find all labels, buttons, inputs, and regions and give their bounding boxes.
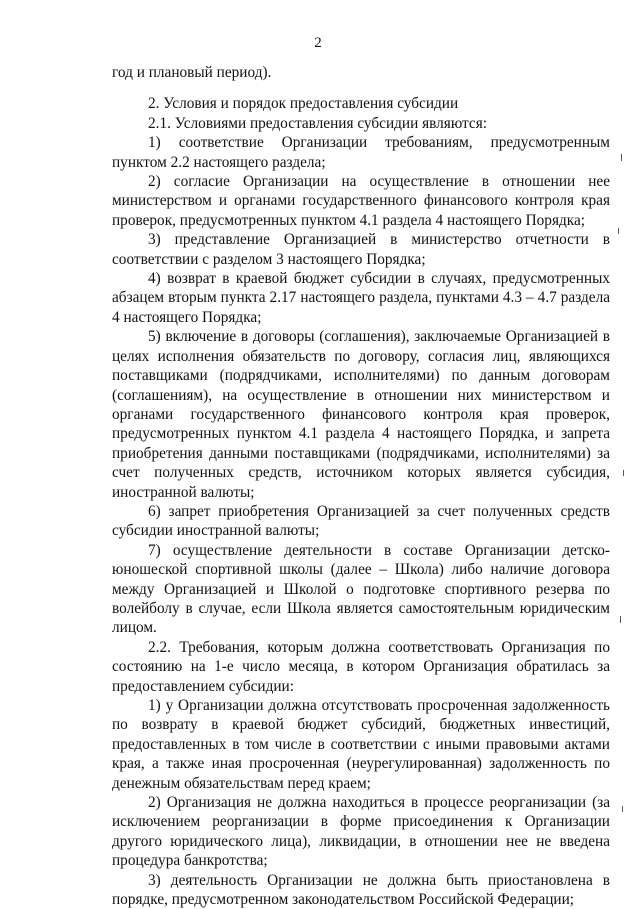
section-heading: 2. Условия и порядок предоставления субсидии — [148, 95, 459, 113]
page-number: 2 — [314, 35, 322, 51]
requirement-3: 3) деятельность Организации не должна быть приостановлена в порядке, предусмотренном законодательством Российской Федерации; — [112, 871, 610, 909]
list-item-5: 5) включение в договоры (соглашения), заключаемые Организацией в целях исполнения обязательств по договору, согласия лиц, являющихся поставщиками (подрядчиками, исполнителями) по данным договорам (соглашениям), на осуществление в отношении них министерством и органами государственного финансового контроля края проверок, предусмотренных пунктом 4.1 раздела 4 настоящего Порядка, и запрета приобретения данными поставщиками (подрядчиками, исполнителями) за счет полученных средств, источником которых является субсидия, иностранной валюты; — [112, 328, 610, 501]
paragraph-2-1: 2.1. Условиями предоставления субсидии являются: — [148, 114, 488, 132]
list-item-7: 7) осуществление деятельности в составе Организации детско-юношеской спортивной школы (далее – Школа) либо наличие договора между Организацией и Школой о подготовке спортивного резерва по волейболу в случае, если Школа является самостоятельным юридическим лицом. — [112, 541, 610, 637]
list-item-6: 6) запрет приобретения Организацией за счет полученных средств субсидии иностранной валюты; — [112, 502, 610, 540]
requirement-1: 1) у Организации должна отсутствовать просроченная задолженность по возврату в краевой бюджет субсидий, бюджетных инвестиций, предоставленных в том числе в соответствии с иными правовыми актами края, а также иная просроченная (неурегулированная) задолженность по денежным обязательствам перед краем; — [112, 697, 610, 792]
paragraph-continuation: год и плановый период). — [112, 64, 272, 81]
paragraph-2-2: 2.2. Требования, которым должна соответствовать Организация по состоянию на 1-е число месяца, в котором Организация обратилась за предоставлением субсидии: — [112, 638, 610, 695]
document-body — [112, 63, 610, 909]
list-item-2: 2) согласие Организации на осуществление в отношении нее министерством и органами государственного финансового контроля края проверок, предусмотренных пунктом 4.1 раздела 4 настоящего Порядка; — [112, 173, 610, 229]
requirement-2: 2) Организация не должна находиться в процессе реорганизации (за исключением реорганизации в форме присоединения к Организации другого юридического лица), ликвидации, в отношении нее не введена процедура банкротства; — [112, 794, 610, 870]
scan-mark — [620, 616, 621, 623]
list-item-1: 1) соответствие Организации требованиям, предусмотренным пунктом 2.2 настоящего раздела; — [112, 134, 610, 171]
scan-mark — [621, 154, 622, 161]
list-item-3: 3) представление Организацией в министерство отчетности в соответствии с разделом 3 настоящего Порядка; — [112, 231, 610, 268]
scan-mark — [622, 806, 623, 812]
list-item-4: 4) возврат в краевой бюджет субсидии в случаях, предусмотренных абзацем вторым пункта 2.17 настоящего раздела, пунктами 4.3 – 4.7 раздела 4 настоящего Порядка; — [112, 270, 610, 326]
scan-mark — [623, 470, 624, 476]
scan-mark — [618, 228, 619, 234]
